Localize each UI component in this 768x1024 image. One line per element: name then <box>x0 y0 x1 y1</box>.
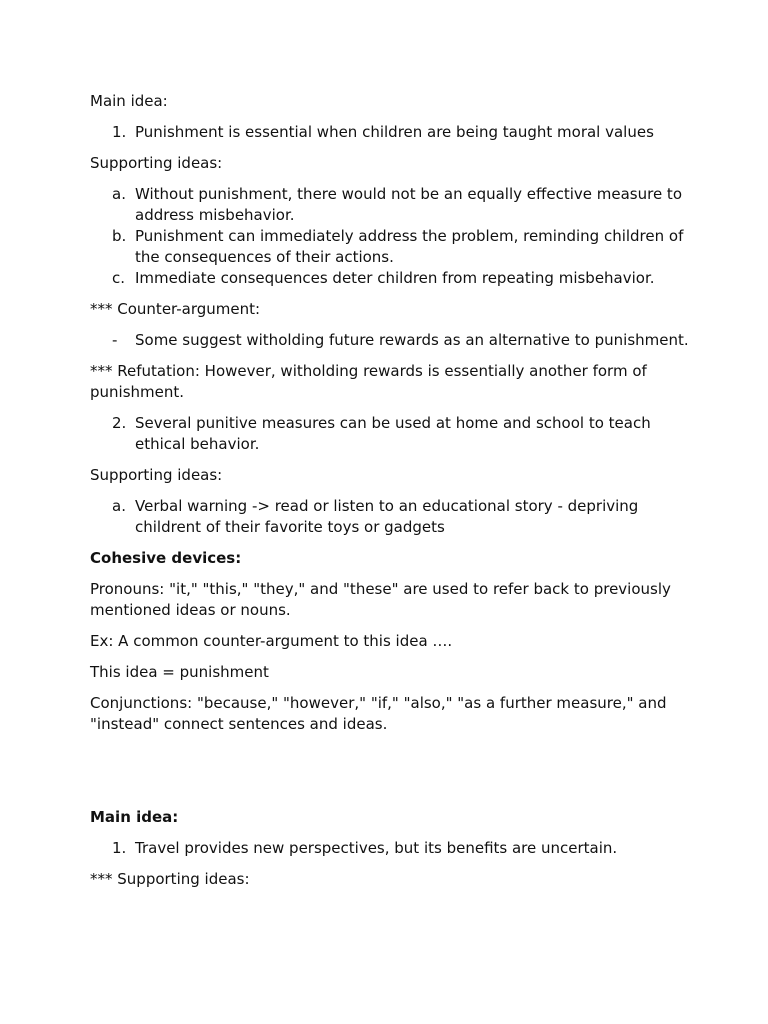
list-item <box>90 226 690 268</box>
supporting-ideas-label: Supporting ideas: <box>90 466 223 484</box>
list-marker: - <box>112 331 118 349</box>
list-marker: 1. <box>112 123 127 141</box>
list-item-text: Without punishment, there would not be an equally effective measure to address misbehavior. <box>135 185 682 224</box>
pronouns-paragraph: Pronouns: "it," "this," "they," and "these" are used to refer back to previously mentioned ideas or nouns. <box>90 580 671 619</box>
dash-list <box>90 330 690 351</box>
list-item-text: Punishment is essential when children are being taught moral values <box>135 123 654 141</box>
conjunctions-paragraph: Conjunctions: "because," "however," "if," "also," "as a further measure," and "instead" connect sentences and ideas. <box>90 694 667 733</box>
cohesive-devices-heading: Cohesive devices: <box>90 549 242 567</box>
lettered-list <box>90 184 690 289</box>
list-marker: 2. <box>112 414 127 432</box>
list-item <box>90 268 690 289</box>
list-item-text: Travel provides new perspectives, but its benefits are uncertain. <box>135 839 618 857</box>
equation-paragraph: This idea = punishment <box>90 663 269 681</box>
document-body <box>90 91 690 900</box>
list-marker: 1. <box>112 839 127 857</box>
list-item <box>90 496 690 538</box>
list-item <box>90 413 690 455</box>
supporting-ideas-label: Supporting ideas: <box>90 154 223 172</box>
list-marker: a. <box>112 185 126 203</box>
list-marker: a. <box>112 497 126 515</box>
list-item <box>90 330 690 351</box>
list-item-text: Several punitive measures can be used at home and school to teach ethical behavior. <box>135 414 651 453</box>
list-item-text: Punishment can immediately address the problem, reminding children of the consequences of their actions. <box>135 227 684 266</box>
list-marker: c. <box>112 269 126 287</box>
list-item-text: Some suggest witholding future rewards as an alternative to punishment. <box>135 331 689 349</box>
example-paragraph: Ex: A common counter-argument to this idea …. <box>90 632 453 650</box>
list-marker: b. <box>112 227 127 245</box>
numbered-list <box>90 413 690 455</box>
counter-argument-label: *** Counter-argument: <box>90 300 261 318</box>
list-item <box>90 184 690 226</box>
section-spacer <box>90 745 690 807</box>
list-item <box>90 122 690 143</box>
main-idea-label: Main idea: <box>90 92 168 110</box>
refutation-paragraph: *** Refutation: However, witholding rewards is essentially another form of punishment. <box>90 362 647 401</box>
numbered-list <box>90 838 690 859</box>
list-item-text: Verbal warning -> read or listen to an educational story - depriving childrent of their favorite toys or gadgets <box>135 497 639 536</box>
supporting-ideas-label: *** Supporting ideas: <box>90 870 250 888</box>
list-item-text: Immediate consequences deter children from repeating misbehavior. <box>135 269 655 287</box>
list-item <box>90 838 690 859</box>
numbered-list <box>90 122 690 143</box>
main-idea-heading: Main idea: <box>90 808 179 826</box>
lettered-list <box>90 496 690 538</box>
